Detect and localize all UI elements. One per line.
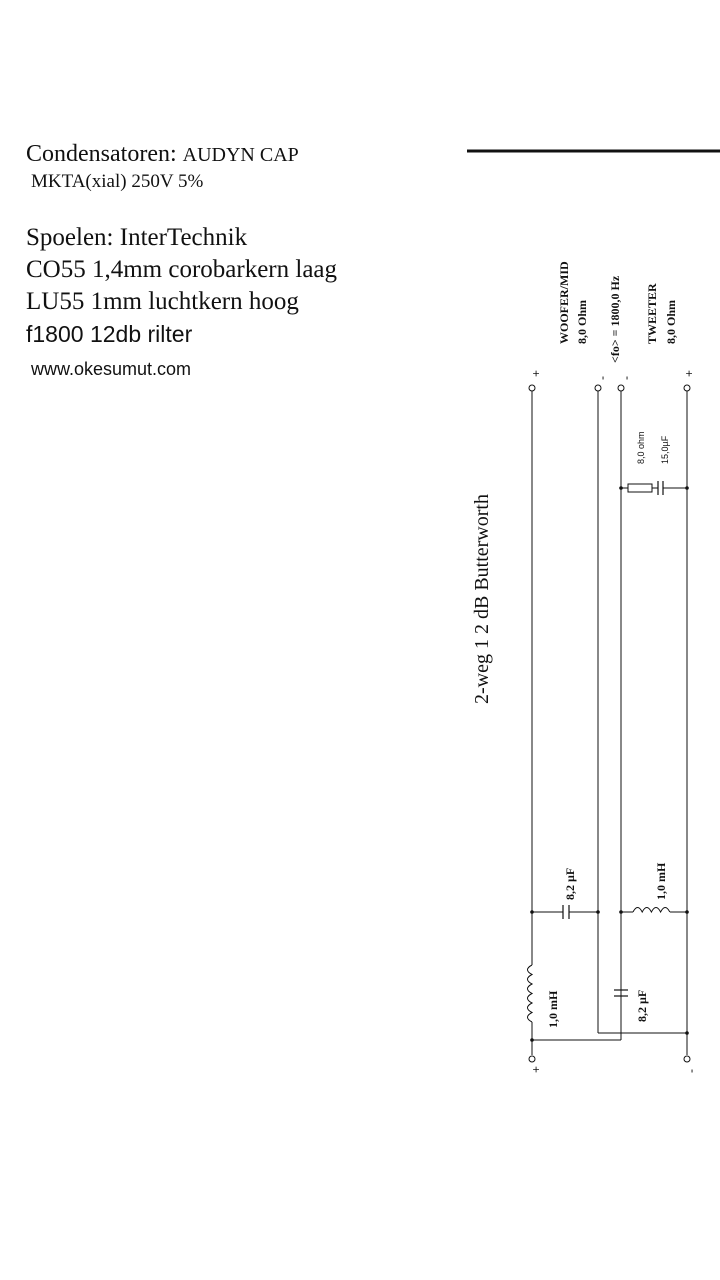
capacitors-label: Condensatoren: xyxy=(26,141,177,167)
woofer-inductor xyxy=(528,965,533,1022)
filter-note: f1800 12db rilter xyxy=(26,321,193,347)
terminal-woofer-plus xyxy=(529,385,535,391)
tweeter-capacitor-label: 8,2 µF xyxy=(635,989,649,1022)
tweeter-plus-mark: + xyxy=(682,369,696,377)
coil-high-spec: LU55 1mm luchtkern hoog xyxy=(26,288,299,315)
tweeter-impedance: 8,0 Ohm xyxy=(664,299,678,344)
input-minus-mark: - xyxy=(684,1069,698,1073)
crossover-frequency: <fo> = 1800,0 Hz xyxy=(608,275,622,363)
woofer-capacitor-label: 8,2 µF xyxy=(563,867,577,900)
terminal-woofer-minus xyxy=(595,385,601,391)
input-terminal-plus xyxy=(529,1056,535,1062)
input-plus-mark: + xyxy=(529,1065,543,1073)
zobel-resistor-label: 8,0 ohm xyxy=(636,431,646,464)
woofer-minus-mark: - xyxy=(595,376,609,380)
coil-low-spec: CO55 1,4mm corobarkern laag xyxy=(26,256,338,283)
diagram-title: 2-weg 1 2 dB Butterworth xyxy=(471,494,493,704)
zobel-resistor xyxy=(628,484,652,492)
website-link[interactable]: www.okesumut.com xyxy=(31,359,192,379)
input-terminal-minus xyxy=(684,1056,690,1062)
input-terminals xyxy=(529,1056,690,1062)
top-terminals xyxy=(529,385,690,391)
capacitor-spec: MKTA(xial) 250V 5% xyxy=(31,171,204,192)
woofer-impedance: 8,0 Ohm xyxy=(575,299,589,344)
tweeter-minus-mark: - xyxy=(619,376,633,380)
terminal-tweeter-plus xyxy=(684,385,690,391)
tweeter-inductor xyxy=(633,908,670,913)
tweeter-inductor-label: 1,0 mH xyxy=(654,862,668,900)
woofer-inductor-label: 1,0 mH xyxy=(546,990,560,1028)
junction-dots xyxy=(530,486,689,1042)
coils-heading: Spoelen: InterTechnik xyxy=(26,224,248,251)
tweeter-label: TWEETER xyxy=(645,283,659,344)
zobel-capacitor-label: 15,0µF xyxy=(660,435,670,464)
capacitor-brand: AUDYN CAP xyxy=(182,144,299,166)
wires xyxy=(532,391,687,1055)
woofer-label: WOOFER/MID xyxy=(557,261,571,344)
terminal-tweeter-minus xyxy=(618,385,624,391)
woofer-plus-mark: + xyxy=(529,369,543,377)
